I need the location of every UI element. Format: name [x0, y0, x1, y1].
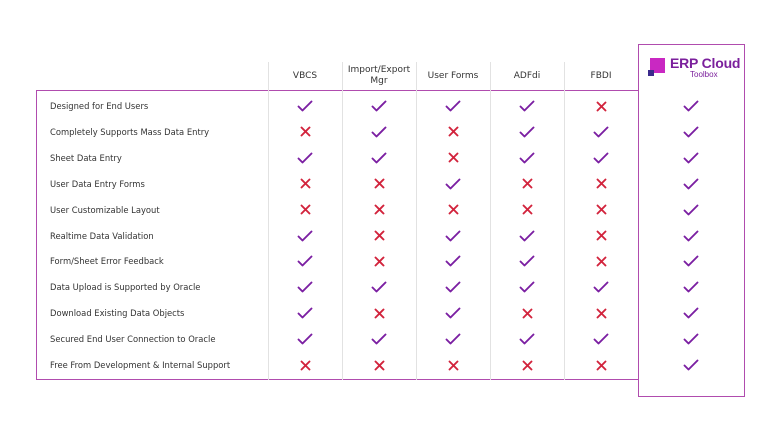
logo-mark-icon — [648, 56, 666, 76]
check-icon — [682, 229, 700, 243]
check-icon — [518, 151, 536, 165]
cross-icon — [370, 306, 388, 320]
cross-icon — [370, 203, 388, 217]
row-label: Data Upload is Supported by Oracle — [50, 282, 201, 293]
cross-icon — [592, 99, 610, 113]
check-icon — [518, 254, 536, 268]
row-label: Form/Sheet Error Feedback — [50, 256, 164, 267]
check-icon — [444, 229, 462, 243]
check-icon — [682, 280, 700, 294]
row-label: User Customizable Layout — [50, 204, 160, 215]
cross-icon — [370, 254, 388, 268]
cross-icon — [518, 358, 536, 372]
cross-icon — [592, 203, 610, 217]
check-icon — [592, 332, 610, 346]
check-icon — [370, 125, 388, 139]
check-icon — [518, 229, 536, 243]
column-header-user-forms: User Forms — [427, 70, 479, 81]
check-icon — [682, 125, 700, 139]
check-icon — [682, 177, 700, 191]
cross-icon — [592, 177, 610, 191]
check-icon — [518, 332, 536, 346]
cross-icon — [370, 358, 388, 372]
row-label: Completely Supports Mass Data Entry — [50, 126, 210, 137]
column-divider — [342, 62, 343, 380]
check-icon — [370, 332, 388, 346]
cross-icon — [518, 306, 536, 320]
check-icon — [682, 151, 700, 165]
check-icon — [592, 280, 610, 294]
check-icon — [682, 358, 700, 372]
cross-icon — [444, 203, 462, 217]
check-icon — [296, 332, 314, 346]
row-label: User Data Entry Forms — [50, 178, 145, 189]
row-label: Designed for End Users — [50, 101, 149, 111]
cross-icon — [518, 203, 536, 217]
cross-icon — [592, 358, 610, 372]
column-divider — [416, 62, 417, 380]
check-icon — [518, 280, 536, 294]
check-icon — [444, 177, 462, 191]
cross-icon — [296, 203, 314, 217]
row-label: Sheet Data Entry — [50, 152, 122, 163]
logo-title: ERP Cloud — [670, 55, 741, 71]
cross-icon — [370, 177, 388, 191]
check-icon — [296, 229, 314, 243]
check-icon — [296, 99, 314, 113]
check-icon — [296, 151, 314, 165]
check-icon — [682, 203, 700, 217]
cross-icon — [296, 358, 314, 372]
row-label: Secured End User Connection to Oracle — [50, 334, 216, 345]
check-icon — [682, 306, 700, 320]
check-icon — [444, 332, 462, 346]
check-icon — [444, 99, 462, 113]
cross-icon — [296, 125, 314, 139]
check-icon — [592, 125, 610, 139]
cross-icon — [592, 306, 610, 320]
row-label: Realtime Data Validation — [50, 230, 154, 241]
check-icon — [370, 99, 388, 113]
check-icon — [682, 99, 700, 113]
column-header-fbdi: FBDI — [590, 70, 612, 81]
check-icon — [592, 151, 610, 165]
cross-icon — [444, 358, 462, 372]
cross-icon — [296, 177, 314, 191]
cross-icon — [592, 229, 610, 243]
check-icon — [444, 254, 462, 268]
column-header-adfdi: ADFdi — [513, 70, 541, 81]
check-icon — [370, 151, 388, 165]
check-icon — [518, 99, 536, 113]
check-icon — [296, 254, 314, 268]
erp-cloud-toolbox-logo — [648, 56, 740, 79]
cross-icon — [370, 229, 388, 243]
check-icon — [444, 306, 462, 320]
column-divider — [564, 62, 565, 380]
column-divider — [268, 62, 269, 380]
row-label: Download Existing Data Objects — [50, 308, 185, 319]
check-icon — [296, 306, 314, 320]
check-icon — [682, 254, 700, 268]
column-header-import-export-mgr: Import/Export Mgr — [347, 65, 411, 86]
cross-icon — [444, 151, 462, 165]
check-icon — [444, 280, 462, 294]
cross-icon — [444, 125, 462, 139]
check-icon — [370, 280, 388, 294]
check-icon — [518, 125, 536, 139]
check-icon — [296, 280, 314, 294]
logo-subtitle: Toolbox — [690, 70, 718, 79]
cross-icon — [592, 254, 610, 268]
row-label: Free From Development & Internal Support — [50, 360, 231, 370]
column-header-vbcs: VBCS — [292, 70, 318, 81]
check-icon — [682, 332, 700, 346]
column-divider — [490, 62, 491, 380]
cross-icon — [518, 177, 536, 191]
